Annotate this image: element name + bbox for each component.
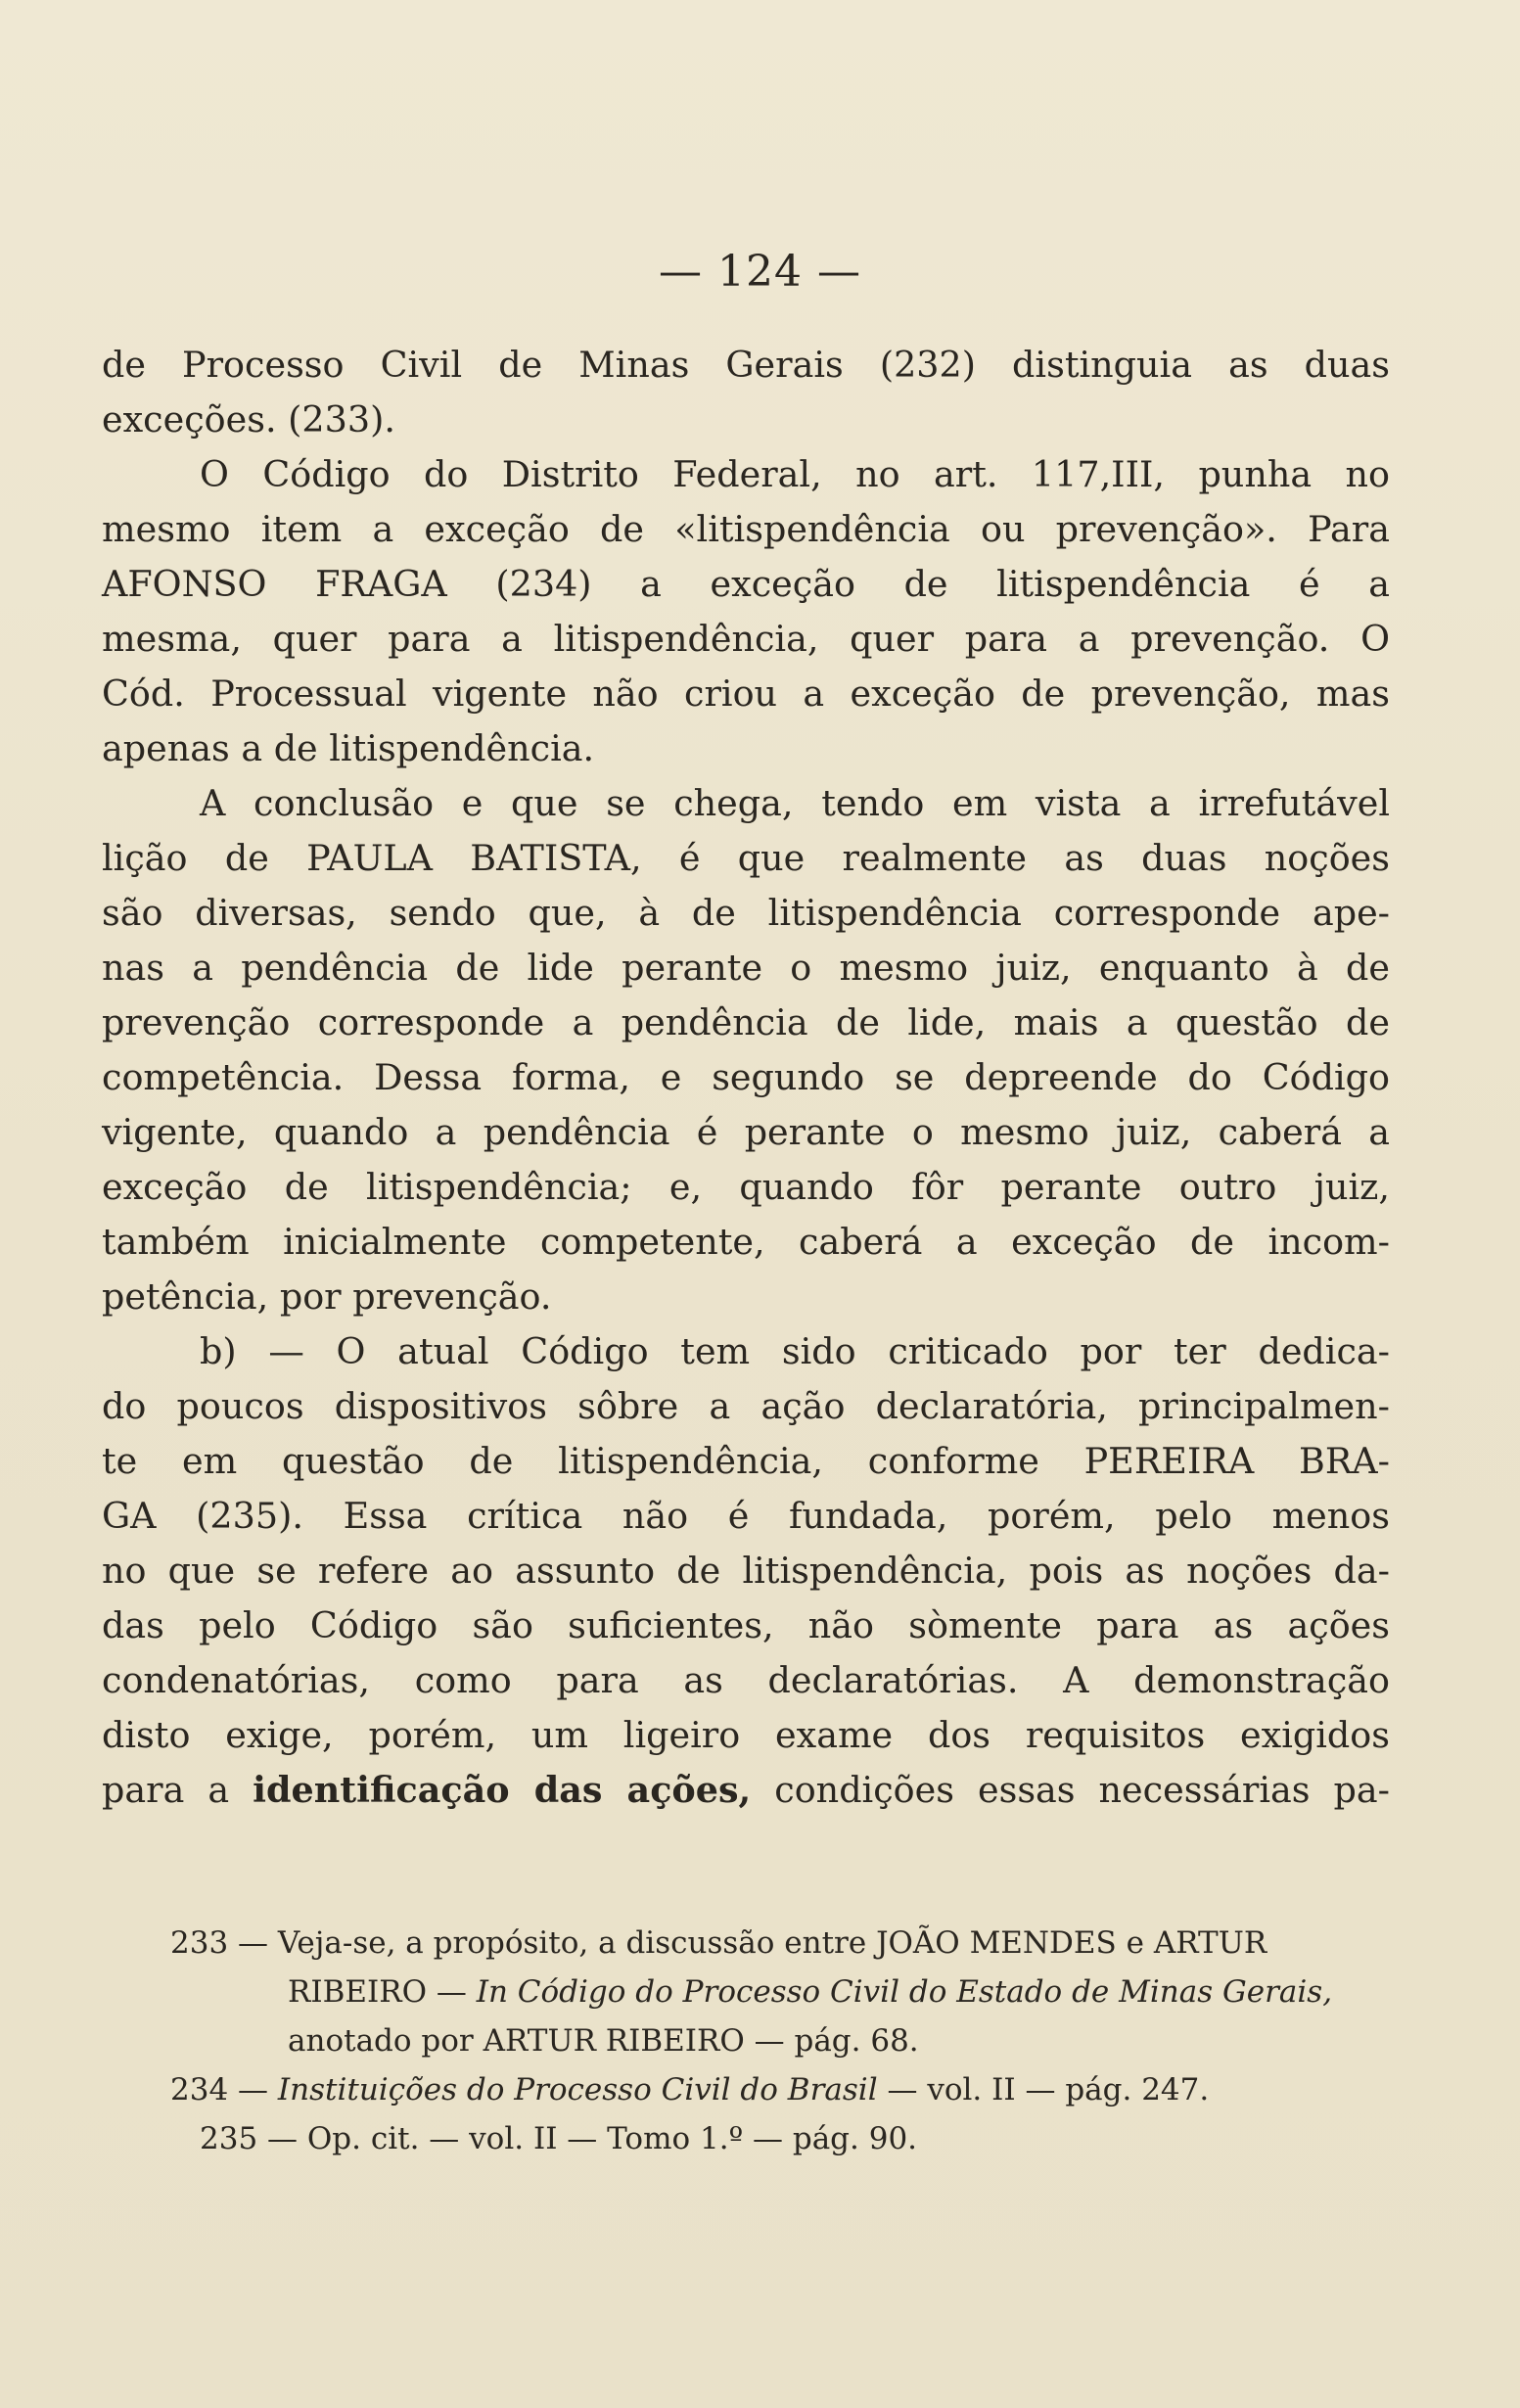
footnote-text: anotado por ARTUR RIBEIRO — pág. 68.	[288, 2023, 919, 2059]
footnote-233-line-3	[102, 2016, 1390, 2065]
paragraph-3	[102, 776, 1390, 1324]
text-line: de Processo Civil de Minas Gerais (232) distinguia as duas	[102, 344, 1390, 386]
footnote-dash: —	[267, 2121, 299, 2156]
page-number: — 124 —	[659, 247, 861, 297]
footnote-235	[102, 2114, 1390, 2163]
text-line: te em questão de litispendência, conforme PEREIRA BRA-	[102, 1440, 1390, 1482]
footnote-title: Instituições do Processo Civil do Brasil	[277, 2072, 878, 2107]
text-line: do poucos dispositivos sôbre a ação declaratória, principalmen-	[102, 1385, 1390, 1427]
text-line: nas a pendência de lide perante o mesmo juiz, enquanto à de	[102, 947, 1390, 989]
footnote-233	[102, 1919, 1390, 1968]
text-line: apenas a de litispendência.	[102, 727, 595, 769]
text-line: vigente, quando a pendência é perante o mesmo juiz, caberá a	[102, 1111, 1390, 1153]
footnote-233-line-2	[102, 1968, 1390, 2016]
text-line-final	[102, 1763, 1390, 1818]
footnote-text: Op. cit. — vol. II — Tomo 1.º — pág. 90.	[306, 2121, 918, 2156]
text-line: b) — O atual Código tem sido criticado por ter dedica-	[200, 1330, 1390, 1372]
text-line: exceção de litispendência; e, quando fôr perante outro juiz,	[102, 1166, 1390, 1208]
footnotes	[102, 1919, 1390, 2163]
footnote-text: Veja-se, a propósito, a discussão entre JOÃO MENDES e ARTUR	[277, 1925, 1267, 1961]
text-fragment: condições essas necessárias pa-	[751, 1769, 1390, 1811]
text-line: exceções. (233).	[102, 398, 395, 440]
text-line: petência, por prevenção.	[102, 1275, 552, 1318]
text-line: competência. Dessa forma, e segundo se depreende do Código	[102, 1056, 1390, 1098]
footnote-number: 233	[170, 1925, 229, 1961]
text-line: das pelo Código são suficientes, não sòmente para as ações	[102, 1604, 1390, 1646]
text-line: mesma, quer para a litispendência, quer para a prevenção. O	[102, 618, 1390, 660]
footnote-text: — vol. II — pág. 247.	[877, 2072, 1210, 2107]
text-line: no que se refere ao assunto de litispendência, pois as noções da-	[102, 1550, 1390, 1592]
footnote-number: 234	[170, 2072, 229, 2107]
text-line: lição de PAULA BATISTA, é que realmente as duas noções	[102, 837, 1390, 879]
emphasis-text: identificação das ações,	[253, 1769, 752, 1811]
footnote-dash: —	[238, 2072, 269, 2107]
paragraph-4	[102, 1324, 1390, 1818]
text-line: são diversas, sendo que, à de litispendência corresponde ape-	[102, 892, 1390, 934]
footnote-dash: —	[238, 1925, 269, 1961]
text-line: condenatórias, como para as declaratórias. A demonstração	[102, 1659, 1390, 1701]
text-line: O Código do Distrito Federal, no art. 117,III, punha no	[200, 453, 1390, 495]
paragraph-1	[102, 338, 1390, 447]
text-line: disto exige, porém, um ligeiro exame dos requisitos exigidos	[102, 1714, 1390, 1756]
footnote-number: 235	[200, 2121, 258, 2156]
text-line: mesmo item a exceção de «litispendência ou prevenção». Para	[102, 508, 1390, 550]
text-line: prevenção corresponde a pendência de lide, mais a questão de	[102, 1001, 1390, 1043]
footnote-234	[102, 2065, 1390, 2114]
text-line: GA (235). Essa crítica não é fundada, porém, pelo menos	[102, 1495, 1390, 1537]
footnote-text: RIBEIRO —	[288, 1974, 477, 2010]
text-fragment: para a	[102, 1769, 253, 1811]
text-line: também inicialmente competente, caberá a exceção de incom-	[102, 1221, 1390, 1263]
text-line: AFONSO FRAGA (234) a exceção de litispendência é a	[102, 563, 1390, 605]
text-line: Cód. Processual vigente não criou a exceção de prevenção, mas	[102, 672, 1390, 715]
text-line: A conclusão e que se chega, tendo em vista a irrefutável	[200, 782, 1390, 824]
footnote-title: In Código do Processo Civil do Estado de Minas Gerais,	[476, 1974, 1333, 2010]
body-text	[102, 338, 1390, 1818]
paragraph-2	[102, 447, 1390, 776]
